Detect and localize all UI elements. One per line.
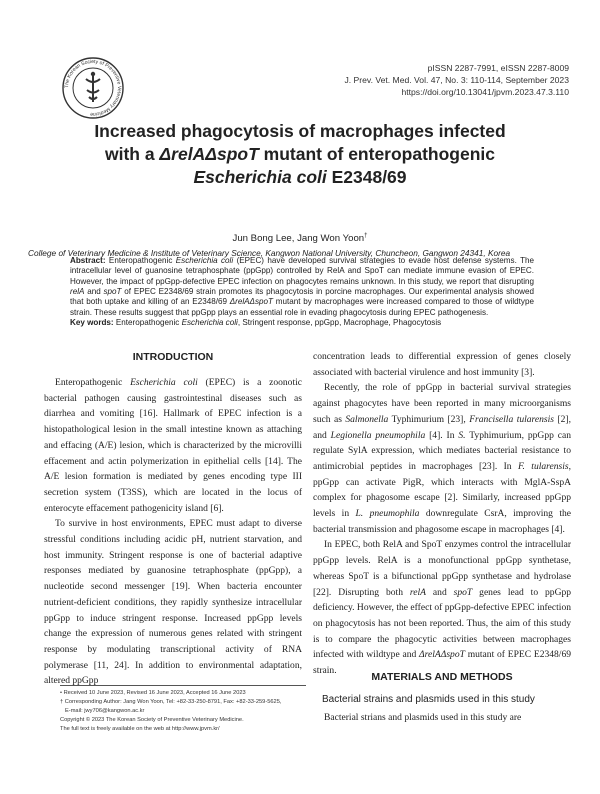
logo-text: The Korean Society of Preventive Veterinary Medicine — [63, 58, 123, 118]
abstract: Abstract: Enteropathogenic Escherichia coli (EPEC) have developed survival strategies to evade host defense systems. The intracellular level of guanosine tetraphosphate (ppGpp) controlled by RelA and SpoT can mediate immune evasion of EPEC. However, the impact of ppGpp-defective EPEC infection on phagocytes remains unknown. In this study, we report that disrupting relA and spoT of EPEC E2348/69 strain promotes its phagocytosis in porcine macrophages. Our experimental analysis showed that both uptake and killing of an E2348/69 ΔrelAΔspoT mutant by macrophages were increased compared to those of wildtype strain. These results suggest that ppGpp plays an essential role in evading phagocytosis during EPEC pathogenesis. Key words: Enteropathogenic Escherichia coli, Stringent response, ppGpp, Macrophage, Phagocytosis — [70, 256, 535, 328]
footnotes — [60, 689, 281, 734]
full-text-note: The full text is freely available on the web at http://www.jpvm.kr/ — [60, 726, 220, 732]
title-line-1: Increased phagocytosis of macrophages infected — [94, 121, 506, 141]
corresponding-author: † Corresponding Author: Jang Won Yoon, Tel: +82-33-250-8791, Fax: +82-33-259-5625, — [60, 699, 282, 705]
paper-title — [40, 120, 560, 189]
methods-paragraph-1: Bacterial strians and plasmids used in this study are — [324, 712, 522, 723]
doi-link[interactable]: https://doi.org/10.13041/jpvm.2023.47.3.110 — [401, 87, 569, 98]
authors: Jun Bong Lee, Jang Won Yoon† — [232, 233, 368, 245]
right-column — [313, 349, 571, 679]
materials-methods-heading: MATERIALS AND METHODS — [371, 671, 513, 683]
abstract-label: Abstract: — [70, 256, 106, 265]
intro-paragraph-5: In EPEC, both RelA and SpoT enzymes control the intracellular ppGpp levels. RelA is a monofunctional ppGpp synthetase, whereas SpoT is a bifunctional ppGpp synthetase and hydrolase [22]. Disrupting both relA and spoT genes lead to ppGpp deficiency. However, the effect of ppGpp-defective EPEC infection on phagocytosis has not been reported. Thus, the aim of this study is to compare the phagocytic activities between macrophages infected with wildtype and ΔrelAΔspoT mutant of EPEC E2348/69 strain. — [313, 539, 572, 677]
title-line-2: with a ΔrelAΔspoT mutant of enteropathogenic — [104, 144, 496, 164]
intro-paragraph-3: concentration leads to differential expression of genes closely associated with bacterial virulence and host immunity [3]. — [313, 351, 571, 378]
copyright: Copyright © 2023 The Korean Society of Preventive Veterinary Medicine. — [60, 717, 244, 723]
footnote-rule — [60, 685, 306, 686]
email[interactable]: E-mail: jwy706@kangwon.ac.kr — [65, 708, 145, 714]
citation: J. Prev. Vet. Med. Vol. 47, No. 3: 110-114, September 2023 — [344, 75, 569, 86]
introduction-heading: INTRODUCTION — [132, 351, 214, 363]
issn: pISSN 2287-7991, eISSN 2287-8009 — [427, 63, 569, 73]
intro-paragraph-1: Enteropathogenic Escherichia coli (EPEC) is a zoonotic bacterial pathogen causing gastrointestinal diseases such as diarrhea and vomiting [16]. Hallmark of EPEC infection is a histopathological lesion in the small intestine known as attaching and effacing (A/E) lesion, which is characterized by the microvilli effacement and actin polymerization in epithelial cells [14]. The A/E lesion formation is mediated by genes encoding type III secretion system (T3SS), which are located in the locus of enterocyte effacement pathogenicity island [6]. — [44, 377, 302, 514]
keywords: Key words: Enteropathogenic Escherichia coli, Stringent response, ppGpp, Macrophage, Phagocytosis — [70, 318, 442, 328]
intro-paragraph-2: To survive in host environments, EPEC must adapt to diverse stressful conditions including acidic pH, nutrient starvation, and host immunity. Stringent response is one of bacterial adaptive responses mediated by guanosine tetraphosphate (ppGpp), a nucleotide second messenger [19]. When bacteria encounter nutrient-deficient conditions, they rapidly synthesize intracellular ppGpp to induce stringent response. Increased ppGpp levels change the expression of numerous genes related with stringent response by modulating transcriptional activity of RNA polymerase [11, 24]. In addition to environmental adaptation, altered ppGpp — [44, 518, 302, 687]
subsection-bacterial-strains: Bacterial strains and plasmids used in this study — [322, 694, 535, 705]
journal-meta — [344, 62, 569, 99]
intro-paragraph-4: Recently, the role of ppGpp in bacterial survival strategies against phagocytes have been reported in many microorganisms such as Salmonella Typhimurium [23], Francisella tularensis [2], and Legionella pneumophila [4]. In S. Typhimurium, ppGpp can regulate SylA expression, which mediates bacterial resistance to antimicrobial peptides in macrophages [23]. In F. tularensis, ppGpp can activate PigR, which interacts with MglA-SspA complex for phagosome escape [2]. Similarly, increased ppGpp levels in L. pneumophila downregulate CsrA, improving the bacterial transmission and phagosome escape in macrophages [4]. — [313, 382, 572, 535]
left-column — [44, 375, 302, 689]
title-line-3: Escherichia coli E2348/69 — [193, 167, 407, 187]
society-logo — [62, 57, 124, 119]
affiliation: College of Veterinary Medicine & Institute of Veterinary Science, Kangwon National University, Chuncheon, Gangwon 24341, Korea — [28, 248, 511, 258]
received-dates: • Received 10 June 2023, Revised 16 June 2023, Accepted 16 June 2023 — [60, 690, 246, 696]
